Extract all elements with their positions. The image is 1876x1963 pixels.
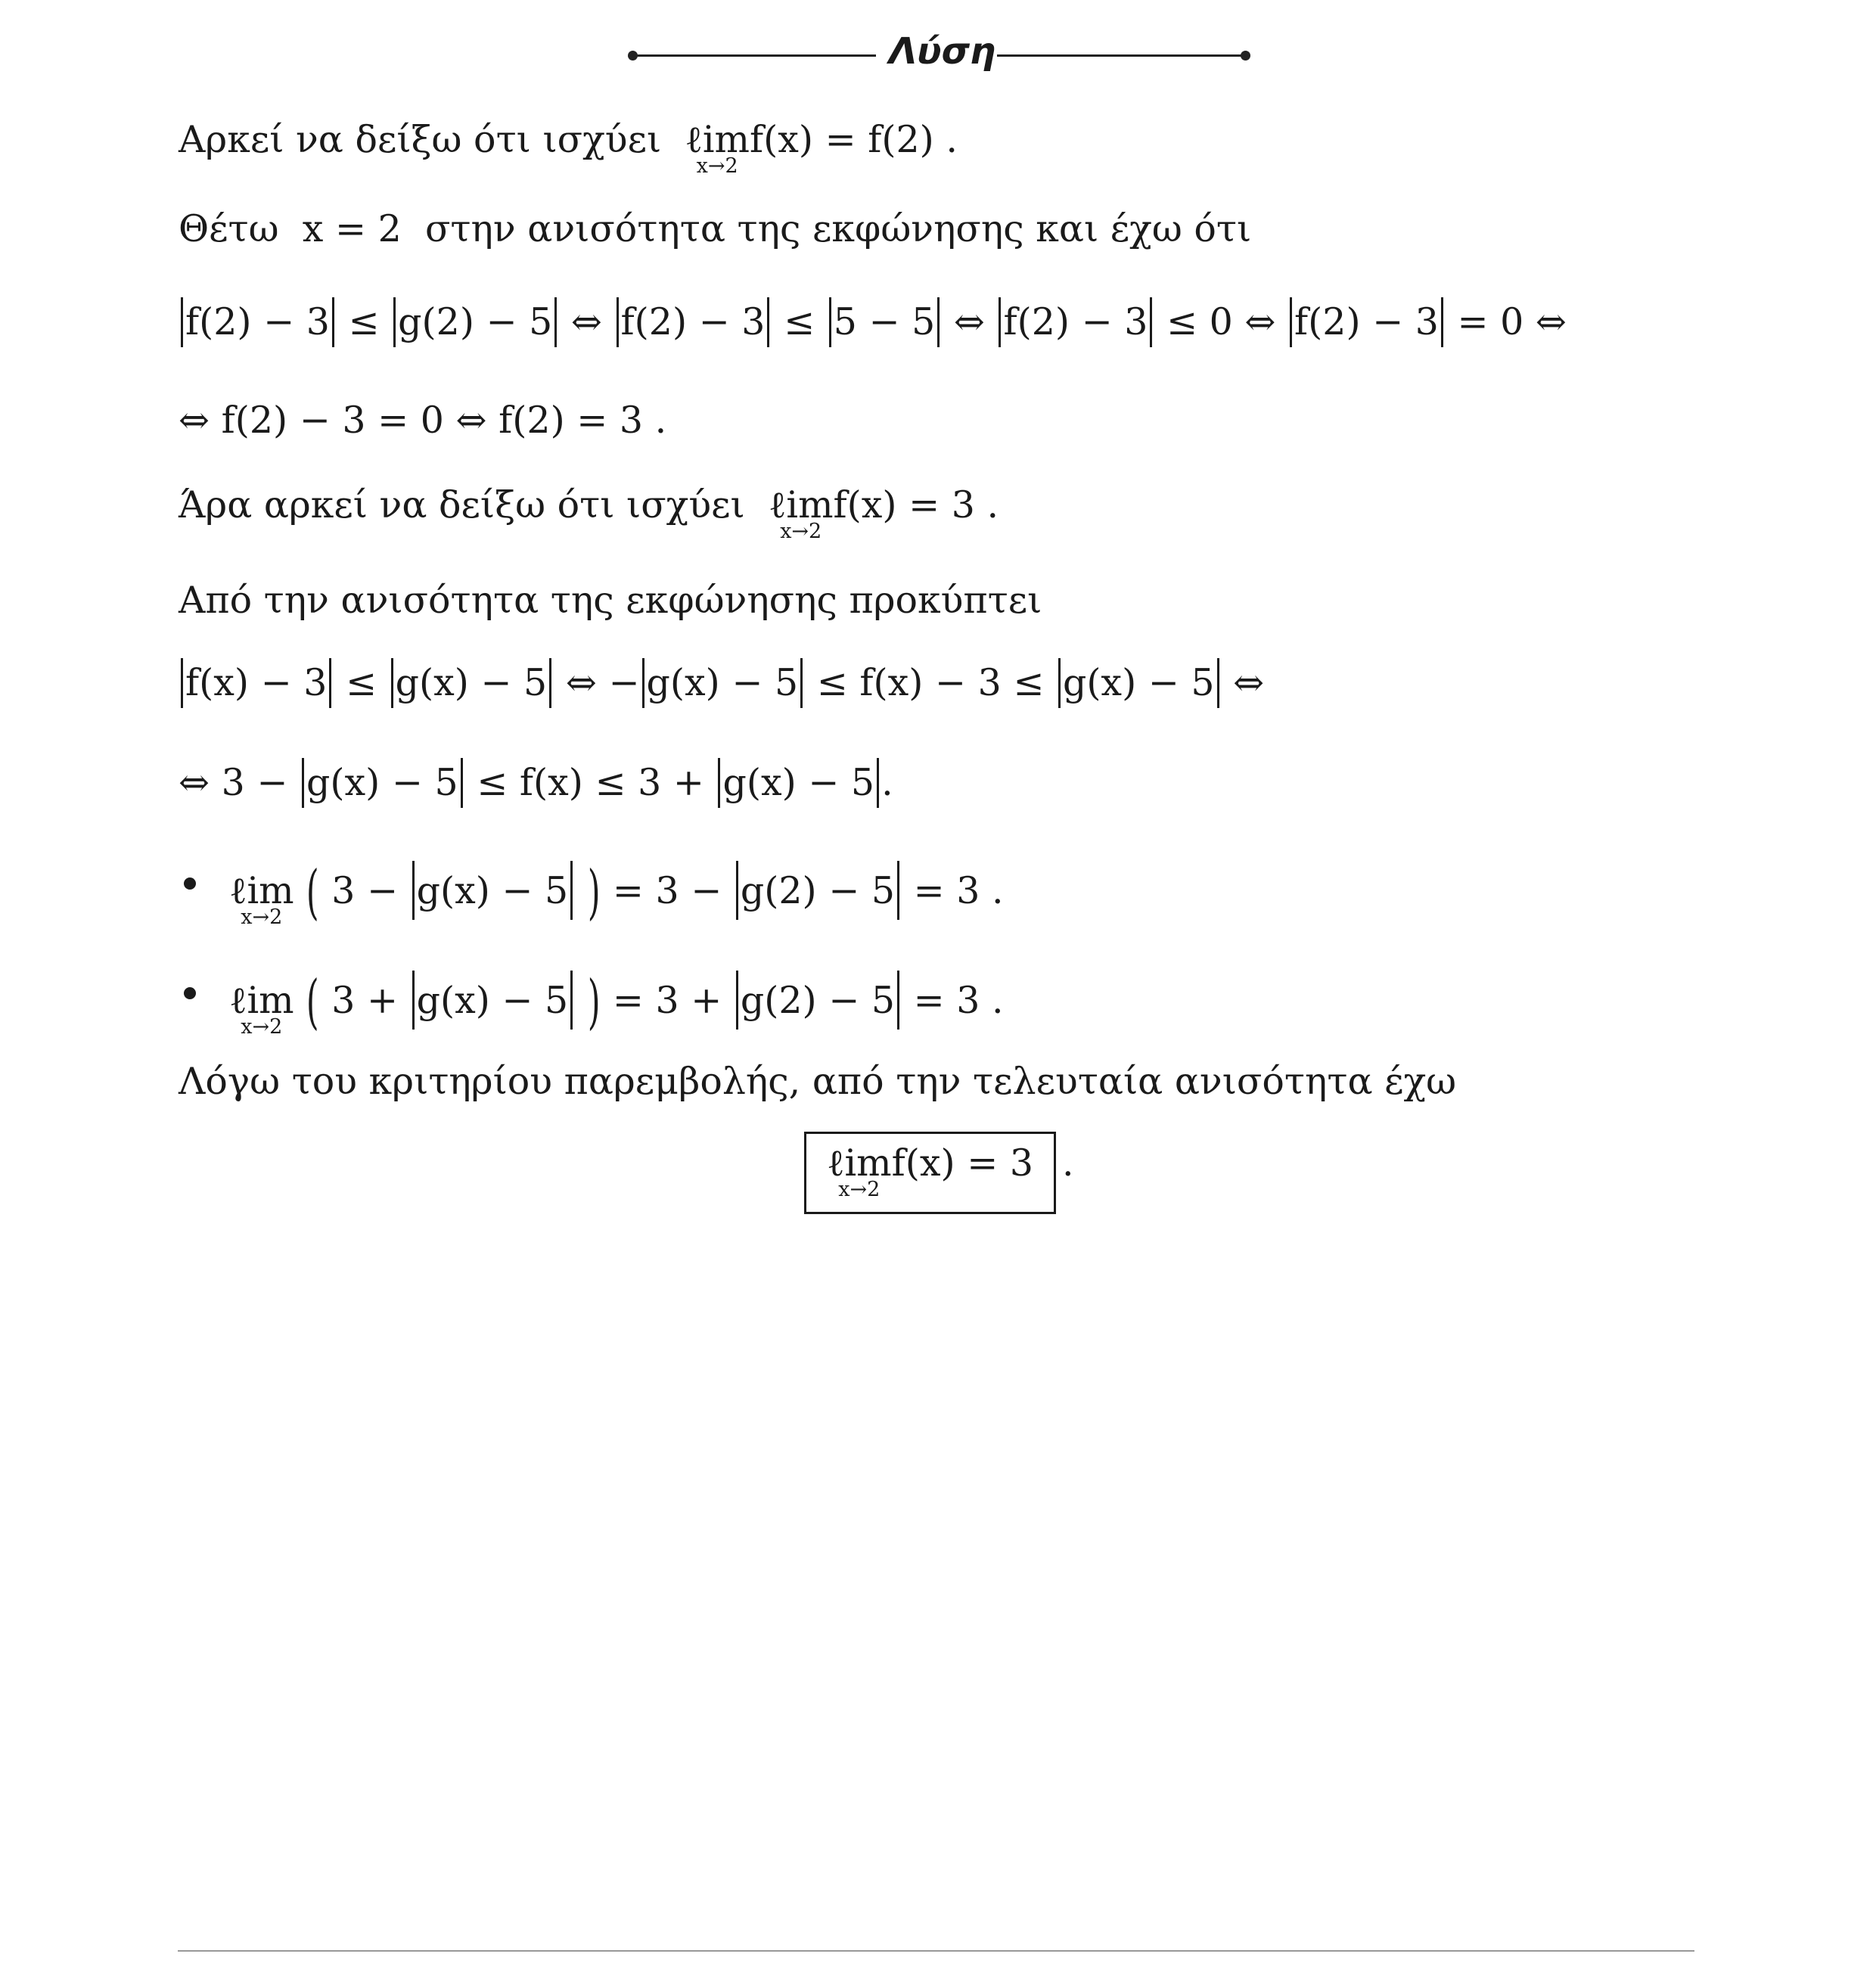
expr: g(2) − 5: [740, 869, 896, 912]
expr: g(x) − 5: [306, 761, 458, 804]
abs-bar: [617, 297, 619, 347]
equation-chain-3: [179, 658, 1264, 708]
line-5-text: Άρα αρκεί να δείξω ότι ισχύει: [179, 483, 745, 526]
expr: = 3 .: [913, 979, 1004, 1022]
result-equation: [827, 1141, 1034, 1201]
abs-bar: [549, 658, 551, 708]
equals-3: = 3: [967, 1141, 1034, 1185]
expr: = 0 ⇔: [1457, 300, 1567, 343]
lim-subscript: x→2: [780, 520, 822, 543]
function-fx: f(x): [833, 483, 897, 526]
expr: ⇔ 3 −: [179, 761, 288, 804]
line-11: [179, 1059, 1456, 1104]
expr: g(x) − 5: [416, 869, 569, 912]
line-6: [179, 578, 1042, 623]
abs-bar: [736, 861, 738, 920]
abs-bar: [1217, 658, 1219, 708]
lim-subscript: x→2: [696, 154, 738, 178]
lim-word: ℓim: [768, 483, 834, 526]
expr: f(2) − 3: [1003, 300, 1148, 343]
line-6-text: Από την ανισότητα της εκφώνησης προκύπτει: [179, 579, 1042, 622]
lim-subscript: x→2: [838, 1178, 881, 1201]
abs-bar: [897, 861, 899, 920]
line-1: [179, 117, 958, 178]
expr: ≤ 0 ⇔: [1166, 300, 1276, 343]
abs-bar: [1058, 658, 1061, 708]
abs-bar: [412, 861, 415, 920]
bullet-1-dot: [184, 877, 196, 890]
abs-bar: [800, 658, 803, 708]
abs-bar: [999, 297, 1001, 347]
expr: g(x) − 5: [395, 661, 548, 704]
lim-subscript: x→2: [241, 1015, 283, 1039]
line-5: [179, 483, 999, 543]
abs-bar: [642, 658, 644, 708]
expr: ≤: [345, 661, 377, 704]
limit-expression: [685, 117, 750, 178]
line-2-math: x = 2: [302, 207, 402, 250]
line-2-text-a: Θέτω: [179, 207, 279, 250]
expr: g(2) − 5: [398, 300, 553, 343]
abs-bar: [736, 971, 738, 1030]
expr: g(2) − 5: [740, 979, 896, 1022]
bullet-2-equation: [229, 968, 1004, 1039]
left-paren: (: [306, 968, 319, 1036]
line-2: [179, 207, 1251, 252]
expr: ≤ f(x) − 3 ≤: [816, 661, 1045, 704]
function-fx: f(x): [891, 1141, 955, 1185]
lim-word: ℓim: [229, 979, 294, 1022]
abs-bar: [767, 297, 769, 347]
abs-bar: [1290, 297, 1292, 347]
expr: ≤: [784, 300, 815, 343]
abs-bar: [391, 658, 393, 708]
expr: f(2) − 3: [620, 300, 766, 343]
abs-bar: [332, 297, 334, 347]
expr: ⇔: [1233, 661, 1265, 704]
abs-bar: [829, 297, 831, 347]
expr: = 3 .: [913, 869, 1004, 912]
expr: f(2) − 3: [185, 300, 330, 343]
abs-bar: [329, 658, 331, 708]
expr: g(x) − 5: [1062, 661, 1215, 704]
equals-f2: = f(2) .: [825, 118, 958, 161]
header-right-rule: [997, 54, 1247, 57]
expr: 5 − 5: [833, 300, 936, 343]
lim-word: ℓim: [827, 1141, 892, 1185]
header-left-rule: [632, 54, 876, 57]
expr: 3 −: [331, 869, 399, 912]
abs-bar: [412, 971, 415, 1030]
expr: g(x) − 5: [416, 979, 569, 1022]
abs-bar: [897, 971, 899, 1030]
abs-bar: [570, 971, 573, 1030]
expr: .: [881, 761, 893, 804]
expr: = 3 +: [612, 979, 722, 1022]
right-paren: ): [587, 859, 601, 927]
line-11-text: Λόγω του κριτηρίου παρεμβολής, από την τελευταία ανισότητα έχω: [179, 1060, 1457, 1103]
bullet-1-equation: [229, 859, 1004, 929]
abs-bar: [718, 758, 720, 808]
result-period: .: [1062, 1141, 1074, 1185]
lim-word: ℓim: [685, 118, 750, 161]
expr: f(x) − 3: [185, 661, 328, 704]
equation-chain-2: [179, 398, 666, 443]
equals-3: = 3 .: [908, 483, 999, 526]
expr: f(2) − 3: [1294, 300, 1439, 343]
expr: 3 +: [331, 979, 399, 1022]
bullet-2-dot: [184, 987, 196, 999]
left-paren: (: [306, 859, 319, 927]
right-paren: ): [587, 968, 601, 1036]
abs-bar: [877, 758, 879, 808]
expr: ≤ f(x) ≤ 3 +: [477, 761, 704, 804]
abs-bar: [570, 861, 573, 920]
equation-chain-4: [179, 758, 893, 808]
expr: ⇔ −: [565, 661, 640, 704]
abs-bar: [554, 297, 557, 347]
abs-bar: [181, 297, 183, 347]
line-2-text-b: στην ανισότητα της εκφώνησης και έχω ότι: [424, 207, 1252, 250]
abs-bar: [937, 297, 940, 347]
header-right-dot: [1241, 51, 1250, 61]
function-fx: f(x): [749, 118, 813, 161]
abs-bar: [461, 758, 463, 808]
expr: ⇔: [953, 300, 985, 343]
limit-expression: [229, 978, 294, 1039]
footer-rule: [178, 1950, 1694, 1952]
limit-expression: [768, 483, 834, 543]
expr: ⇔ f(2) − 3 = 0 ⇔ f(2) = 3 .: [179, 399, 667, 442]
lim-subscript: x→2: [241, 905, 283, 929]
abs-bar: [302, 758, 304, 808]
expr: g(x) − 5: [646, 661, 799, 704]
section-title: Λύση: [889, 30, 996, 73]
abs-bar: [393, 297, 396, 347]
abs-bar: [1441, 297, 1443, 347]
limit-expression: [827, 1141, 892, 1201]
limit-expression: [229, 868, 294, 929]
expr: ≤: [348, 300, 380, 343]
equation-chain-1: [179, 297, 1567, 347]
abs-bar: [1150, 297, 1152, 347]
expr: = 3 −: [612, 869, 722, 912]
expr: ⇔: [570, 300, 602, 343]
line-1-text: Αρκεί να δείξω ότι ισχύει: [179, 118, 662, 161]
abs-bar: [181, 658, 183, 708]
expr: g(x) − 5: [722, 761, 875, 804]
lim-word: ℓim: [229, 869, 294, 912]
